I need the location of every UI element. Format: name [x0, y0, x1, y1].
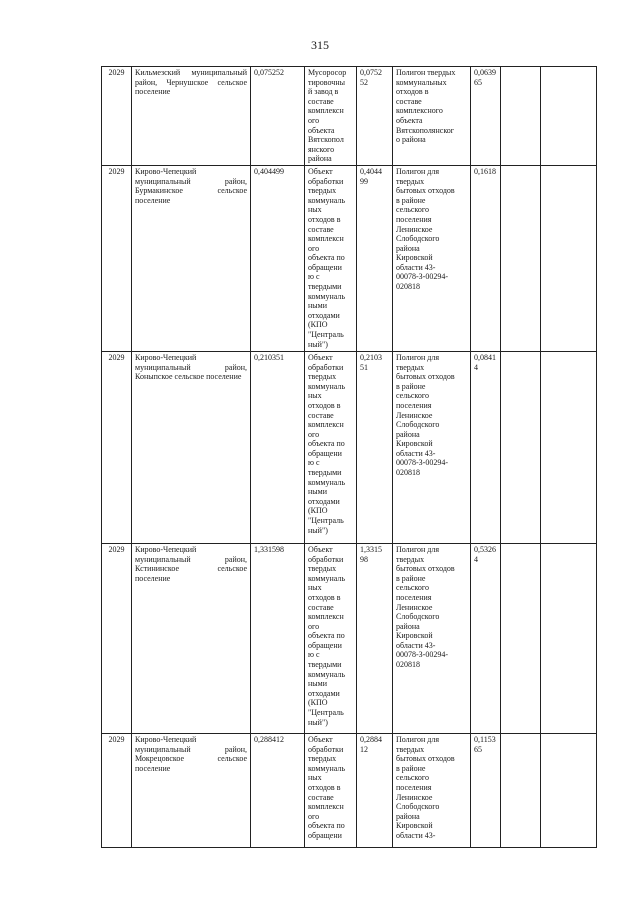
empty-cell [541, 733, 597, 847]
table-row [102, 67, 597, 166]
share-cell: 0,0639 65 [471, 67, 501, 166]
mass2-cell: 0,4044 99 [357, 165, 393, 351]
object-cell: Мусоросор тировочны й завод в составе комплексн ого объекта Вятскопол янского района [305, 67, 357, 166]
mass2-cell: 0,2103 51 [357, 351, 393, 543]
mass-cell: 0,075252 [251, 67, 305, 166]
year-cell: 2029 [102, 67, 132, 166]
mass-cell: 1,331598 [251, 543, 305, 733]
table-row [102, 351, 597, 543]
object-cell: Объект обработки твердых коммуналь ных отходов в составе комплексн ого объекта по обращени [305, 733, 357, 847]
destination-cell: Полигон твердых коммунальных отходов в составе комплексного объекта Вятскополянског о района [393, 67, 471, 166]
destination-cell: Полигон для твердых бытовых отходов в районе сельского поселения Ленинское Слободского района Кировской области 43- 00078-З-00294- 020818 [393, 165, 471, 351]
table-row [102, 165, 597, 351]
empty-cell [501, 733, 541, 847]
mass2-cell: 0,2884 12 [357, 733, 393, 847]
table-row [102, 733, 597, 847]
year-cell: 2029 [102, 165, 132, 351]
empty-cell [501, 67, 541, 166]
place-cell: Кирово-Чепецкий муниципальный район, Коныпское сельское поселение [132, 351, 251, 543]
share-cell: 0,1618 [471, 165, 501, 351]
year-cell: 2029 [102, 351, 132, 543]
empty-cell [501, 543, 541, 733]
mass-cell: 0,288412 [251, 733, 305, 847]
destination-cell: Полигон для твердых бытовых отходов в районе сельского поселения Ленинское Слободского района Кировской области 43- [393, 733, 471, 847]
mass-cell: 0,210351 [251, 351, 305, 543]
empty-cell [541, 351, 597, 543]
place-cell: Кирово-Чепецкий муниципальный район, Бурмакинское сельское поселение [132, 165, 251, 351]
waste-flow-table [101, 66, 597, 848]
year-cell: 2029 [102, 733, 132, 847]
empty-cell [541, 543, 597, 733]
empty-cell [501, 165, 541, 351]
place-cell: Кильмезский муниципальный район, Чернушское сельское поселение [132, 67, 251, 166]
share-cell: 0,5326 4 [471, 543, 501, 733]
object-cell: Объект обработки твердых коммуналь ных отходов в составе комплексн ого объекта по обращени ю с твердыми коммуналь ными отходами (КПО "Централь ный") [305, 351, 357, 543]
object-cell: Объект обработки твердых коммуналь ных отходов в составе комплексн ого объекта по обращени ю с твердыми коммуналь ными отходами (КПО "Централь ный") [305, 543, 357, 733]
mass-cell: 0,404499 [251, 165, 305, 351]
empty-cell [541, 67, 597, 166]
destination-cell: Полигон для твердых бытовых отходов в районе сельского поселения Ленинское Слободского района Кировской области 43- 00078-З-00294- 020818 [393, 351, 471, 543]
empty-cell [501, 351, 541, 543]
empty-cell [541, 165, 597, 351]
mass2-cell: 0,0752 52 [357, 67, 393, 166]
page-number: 315 [311, 38, 329, 52]
year-cell: 2029 [102, 543, 132, 733]
object-cell: Объект обработки твердых коммуналь ных отходов в составе комплексн ого объекта по обращени ю с твердыми коммуналь ными отходами (КПО "Централь ный") [305, 165, 357, 351]
place-cell: Кирово-Чепецкий муниципальный район, Кстининское сельское поселение [132, 543, 251, 733]
table-row [102, 543, 597, 733]
place-cell: Кирово-Чепецкий муниципальный район, Мокрецовское сельское поселение [132, 733, 251, 847]
destination-cell: Полигон для твердых бытовых отходов в районе сельского поселения Ленинское Слободского района Кировской области 43- 00078-З-00294- 020818 [393, 543, 471, 733]
share-cell: 0,1153 65 [471, 733, 501, 847]
mass2-cell: 1,3315 98 [357, 543, 393, 733]
share-cell: 0,0841 4 [471, 351, 501, 543]
